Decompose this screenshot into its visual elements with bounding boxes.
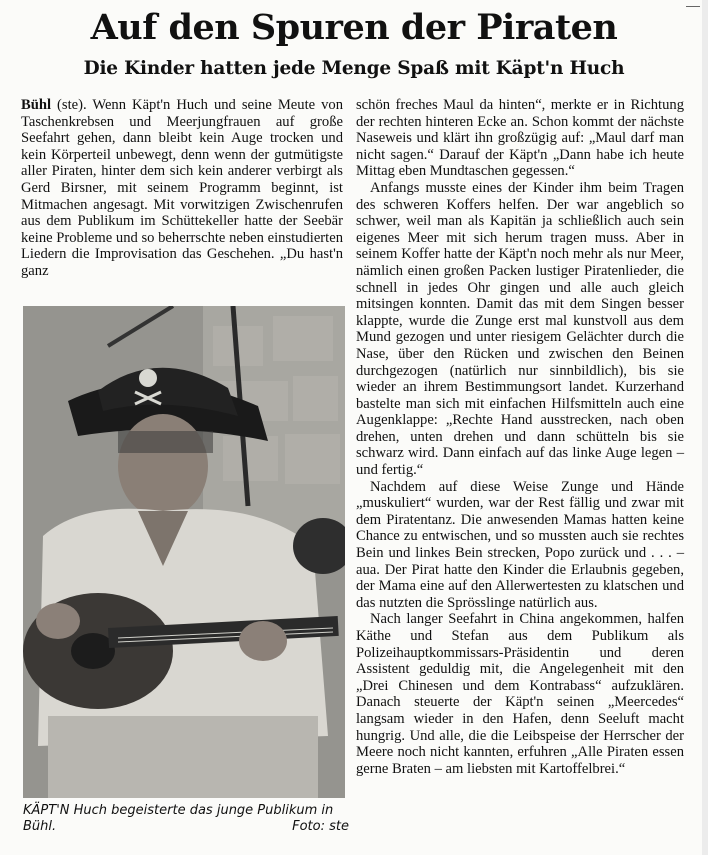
scan-edge (702, 0, 708, 855)
caption-line-1: KÄPT'N Huch begeisterte das junge Publikum in (23, 803, 334, 818)
paragraph-2: Anfangs musste eines der Kinder ihm beim Tragen des schweren Koffers helfen. Der war angeblich so schwer, weil man als Kapitän ja schließlich auch sein eigenes Meer mit sich herum tragen muss. Aber in seinem Koffer hatte der Käpt'n noch mehr als nur Meer, nämlich einen großen Packen lustiger Piratenlieder, die schnell in jedes Ohr gingen und alle auch gleich mitsingen konnten. Damit das mit dem Singen besser klappte, wurde die Zunge erst mal kunstvoll aus dem Mund gezogen und unter riesigem Gelächter durch die Nase, über den Rücken und zwischen den Beinen durchgezogen (natürlich nur sinnbildlich), bis sie wieder an ihrem Bestimmungsort landet. Kurzerhand bastelte man sich mit einfachen Hilfsmitteln auch eine Augenklappe: „Rechte Hand ausstrecken, nach oben drehen, unten drehen und dann schütteln bis sie schwarz wird. Dann einfach auf das linke Auge legen – und fertig.“ (356, 179, 684, 479)
paragraph-1: schön freches Maul da hinten“, merkte er in Richtung der rechten hinteren Ecke an. Schon kommt der nächste Naseweis und klärt ihn großzügig auf: „Maul darf man nicht sagen.“ Darauf der Käpt'n „Dann habe ich heute Mittag eben Mundtaschen gegessen.“ (356, 97, 684, 180)
article-photo (23, 306, 345, 798)
right-column (356, 97, 684, 777)
lead-text: (ste). Wenn Käpt'n Huch und seine Meute von Taschenkrebsen und Meerjungfrauen auf große Seefahrt gehen, dann bleibt kein Auge trocken und kein Körperteil unbewegt, denn wenn der gutmütigste aller Piraten, hinter dem sich kein anderer verbirgt als Gerd Birsner, mit seinem Programm beginnt, ist Mitmachen angesagt. Mit vorwitzigen Zwischenrufen aus dem Publikum im Schüttekeller hatte der Seebär keine Probleme und so beherrschte neben einstudierten Liedern die Improvisation das Geschehen. „Du hast'n ganz (21, 97, 343, 279)
dateline: Bühl (21, 97, 52, 113)
paragraph-4: Nach langer Seefahrt in China angekommen, halfen Käthe und Stefan aus dem Publikum als Polizeihauptkommissars-Präsidentin und deren Assistent geduldig mit, die Angelegenheit mit den „Drei Chinesen und dem Kontrabass“ aufzuklären. Danach steuerte der Käpt'n seinen „Meercedes“ langsam wieder in den Hafen, denn Seeluft macht hungrig. Und alle, die die Leibspeise der Herrscher der Meere noch nicht kannten, erfuhren „Alle Piraten essen gerne Braten – am liebsten mit Kartoffelbrei.“ (356, 611, 684, 777)
caption-line-2: Bühl. (23, 819, 57, 834)
photo-credit: Foto: ste (292, 819, 349, 834)
paragraph-3: Nachdem auf diese Weise Zunge und Hände „muskuliert“ wurden, war der Rest fällig und zwar mit dem Piratentanz. Die anwesenden Mamas hatten keine Chance zu entwischen, und so mussten auch sie rechtes Bein und linkes Bein strecken, Popo zurück und . . . – aua. Der Pirat hatte den Kinder die Erlaubnis gegeben, der Mama eine auf den Allerwertesten zu klatschen und das nutzten die Sprösslinge natürlich aus. (356, 478, 684, 611)
left-column (21, 97, 343, 280)
headline: Auf den Spuren der Piraten (90, 7, 618, 48)
subhead: Die Kinder hatten jede Menge Spaß mit Käpt'n Huch (83, 58, 625, 79)
lead-paragraph (21, 97, 343, 280)
photo-caption (23, 803, 351, 835)
